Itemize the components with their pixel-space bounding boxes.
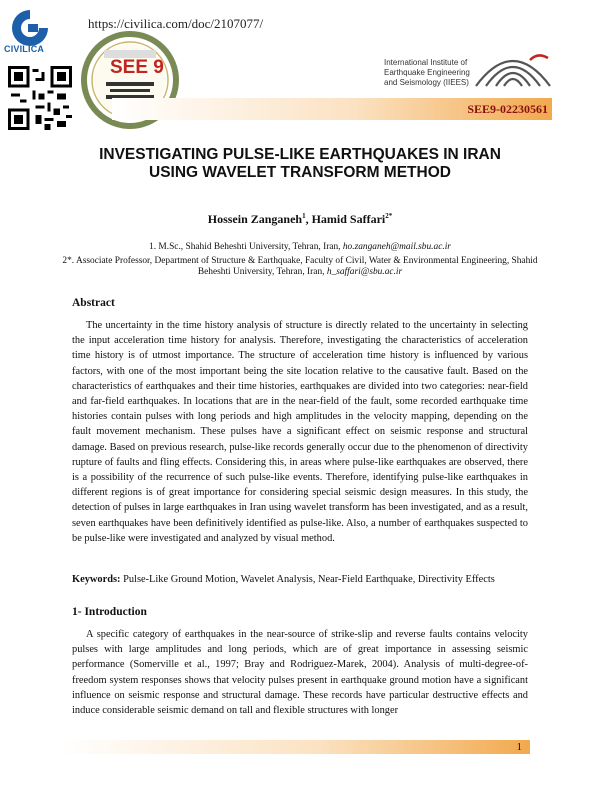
introduction-body: A specific category of earthquakes in the near-source of strike-slip and reverse faults contains velocity pulses with large amplitudes and long periods, which are of great importance in assessing seismic performance (Somerville et al., 1997; Bray and Rodriguez-Marek, 2004). Analysis of multi-degree-of-freedom system responses shows that velocity pulses present in earthquake ground motion have a significant influence on seismic response and structural damage. These records have particular destructive effects and induce considerable seismic demand on tall and flexible structures with longer — [72, 629, 528, 717]
footer-bar — [60, 740, 530, 754]
paper-title: INVESTIGATING PULSE-LIKE EARTHQUAKES IN IRAN USING WAVELET TRANSFORM METHOD — [99, 146, 501, 181]
page-number: 1 — [516, 741, 522, 753]
author-2-sup: 2* — [385, 212, 393, 220]
authors: Hossein Zanganeh$^1$, Hamid Saffari$^{2*}$ — [207, 212, 393, 226]
email-1[interactable]: ho.zanganeh@mail.sbu.ac.ir — [342, 242, 451, 252]
keywords — [72, 574, 528, 585]
civilica-label: CIVILICA — [4, 44, 45, 54]
document-url[interactable]: https://civilica.com/doc/2107077/ — [88, 16, 264, 31]
author-1: Hossein Zanganeh — [207, 212, 303, 226]
affiliation-1: 1. M.Sc., Shahid Beheshti University, Tehran, Iran, ho.zanganeh@mail.sbu.ac.ir — [149, 242, 451, 252]
keywords-label: Keywords: — [72, 574, 121, 585]
keywords-text: Pulse-Like Ground Motion, Wavelet Analysis, Near-Field Earthquake, Directivity Effects — [120, 574, 495, 585]
paper-code: SEE9-02230561 — [467, 102, 548, 116]
iiees-logo-icon — [468, 40, 558, 90]
email-2[interactable]: h_saffari@sbu.ac.ir — [326, 267, 403, 277]
iiees-name: International Institute of Earthquake Engineering and Seismology (IIEES) — [384, 58, 470, 87]
affiliation-2: 2*. Associate Professor, Department of Structure & Earthquake, Faculty of Civil, Water & Environmental Engineering, Shahid Beheshti University, Tehran, Iran, h_saffari@sbu.ac.ir — [62, 256, 538, 277]
see9-label: SEE 9 — [110, 57, 164, 78]
introduction-heading: 1- Introduction — [72, 606, 147, 618]
author-2: Hamid Saffari — [311, 212, 386, 226]
abstract-heading: Abstract — [72, 297, 115, 309]
qr-code-icon[interactable] — [8, 66, 72, 130]
abstract-body: The uncertainty in the time history analysis of structure is directly related to the uncertainty in selecting the input acceleration time history for analysis. Therefore, investigating the characteristics of acceleration time history is of utmost importance. The structure of acceleration time history is influenced by various factors, with one of the most important being the site location relative to the causative fault. Based on the characteristics of earthquakes and their time histories, earthquakes are divided into two categories: near-field and far-field earthquakes. In locations that are in the near-field of the fault, some recorded earthquake time histories contain pulses with long periods and high amplitudes in the velocity mapping, depending on the fault movement mechanism. These pulses have a significant effect on seismic response and structural damage. Based on previous research, pulse-like records generally occur due to the phenomenon of directivity rupture of faults and fling effects. Considering this, in areas where pulse-like earthquakes are observed, there is a possibility of the recurrence of such pulse-like events. Therefore, identifying pulse-like earthquakes in different regions is of great importance for considering special seismic design measures. In this study, the detection of pulses in large earthquakes in Iran using wavelet transform has been investigated, and as a result, seven earthquakes have been definitively identified as pulse-like. Also, a number of earthquakes suspected to be pulse-like were investigated and analyzed by visual method. — [72, 320, 528, 544]
author-1-sup: 1 — [302, 212, 306, 220]
